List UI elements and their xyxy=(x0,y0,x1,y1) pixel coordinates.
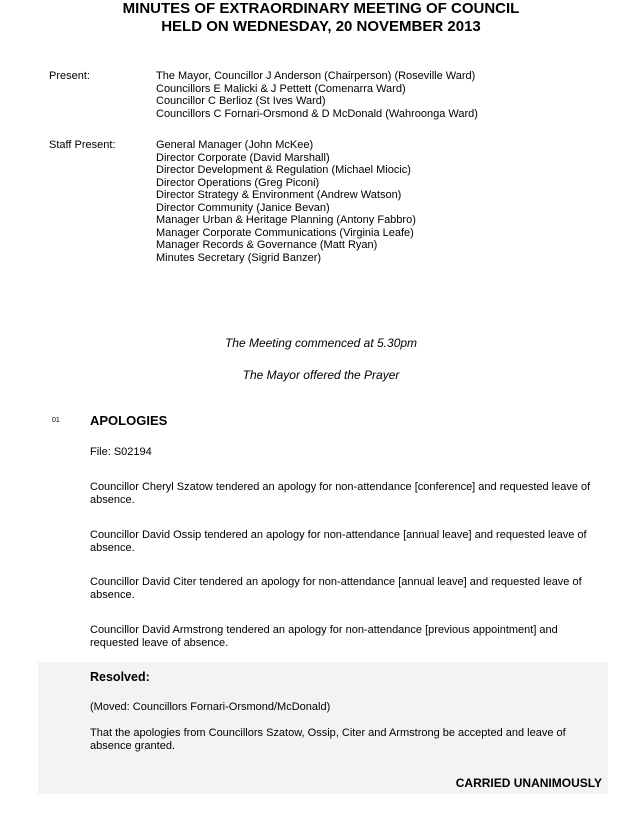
staff-line: Minutes Secretary (Sigrid Banzer) xyxy=(156,251,322,264)
present-line: Councillor C Berlioz (St Ives Ward) xyxy=(156,95,326,107)
staff-line: Director Strategy & Environment (Andrew Watson) xyxy=(156,189,402,201)
prayer-note: The Mayor offered the Prayer xyxy=(242,368,400,382)
resolved-heading: Resolved: xyxy=(90,670,150,684)
present-list xyxy=(156,70,478,120)
staff-line: Director Corporate (David Marshall) xyxy=(156,151,330,164)
moved-by-line: (Moved: Councillors Fornari-Orsmond/McDonald) xyxy=(90,701,331,713)
title-line-1: MINUTES OF EXTRAORDINARY MEETING OF COUNCIL xyxy=(122,0,520,17)
staff-line: Director Operations (Greg Piconi) xyxy=(156,176,320,189)
present-line: Councillors C Fornari-Orsmond & D McDonald (Wahroonga Ward) xyxy=(156,107,478,120)
apology-paragraph: Councillor David Citer tendered an apology for non-attendance [annual leave] and requested leave of absence. xyxy=(90,576,582,601)
file-reference: File: S02194 xyxy=(90,446,152,458)
item-number: 01 xyxy=(52,417,60,424)
document-title xyxy=(0,0,642,36)
staff-line: General Manager (John McKee) xyxy=(156,139,314,151)
staff-present-label: Staff Present: xyxy=(49,139,116,151)
item-heading: APOLOGIES xyxy=(90,413,168,428)
present-line: The Mayor, Councillor J Anderson (Chairperson) (Roseville Ward) xyxy=(156,70,476,82)
resolution-outcome: CARRIED UNANIMOUSLY xyxy=(455,776,602,790)
present-line: Councillors E Malicki & J Pettett (Comenarra Ward) xyxy=(156,82,406,95)
resolution-text: That the apologies from Councillors Szatow, Ossip, Citer and Armstrong be accepted and leave of absence granted. xyxy=(90,727,566,752)
apology-paragraph: Councillor David Ossip tendered an apology for non-attendance [annual leave] and requested leave of absence. xyxy=(90,529,587,554)
staff-line: Manager Urban & Heritage Planning (Antony Fabbro) xyxy=(156,214,416,226)
staff-line: Manager Corporate Communications (Virginia Leafe) xyxy=(156,226,414,239)
present-label: Present: xyxy=(49,70,90,82)
staff-present-list xyxy=(156,139,416,264)
apology-paragraph: Councillor David Armstrong tendered an apology for non-attendance [previous appointment] and requested leave of absence. xyxy=(90,624,558,649)
staff-line: Manager Records & Governance (Matt Ryan) xyxy=(156,239,378,251)
title-line-2: HELD ON WEDNESDAY, 20 NOVEMBER 2013 xyxy=(161,18,481,35)
staff-line: Director Community (Janice Bevan) xyxy=(156,201,330,214)
apology-paragraph: Councillor Cheryl Szatow tendered an apology for non-attendance [conference] and requested leave of absence. xyxy=(90,481,591,506)
meeting-commenced-note: The Meeting commenced at 5.30pm xyxy=(224,336,418,350)
staff-line: Director Development & Regulation (Michael Miocic) xyxy=(156,164,411,176)
